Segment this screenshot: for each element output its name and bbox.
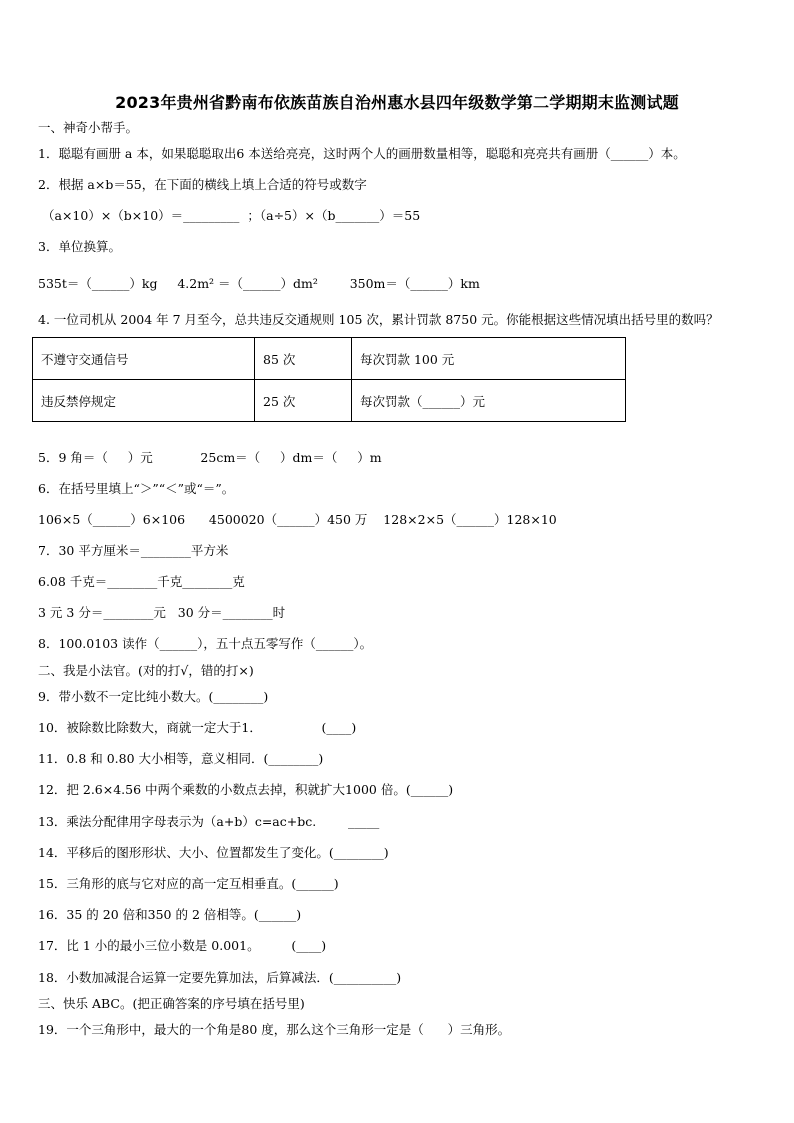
table-row — [33, 380, 626, 422]
question-2: 2．根据 a×b＝55，在下面的横线上填上合适的符号或数字 — [38, 177, 367, 192]
table-row — [33, 338, 626, 380]
violation-table — [32, 337, 626, 422]
question-7-line-2: 6.08 千克＝________千克________克 — [38, 574, 245, 589]
question-11: 11．0.8 和 0.80 大小相等，意义相同．(________) — [38, 751, 324, 766]
question-17: 17．比 1 小的最小三位小数是 0.001。 (____) — [38, 938, 327, 953]
section-1-heading: 一、神奇小帮手。 — [38, 120, 139, 135]
question-14: 14．平移后的图形形状、大小、位置都发生了变化。(________) — [38, 845, 389, 860]
question-6-blanks: 106×5（______）6×106 4500020（______）450 万 128×2×5（______）128×10 — [38, 512, 557, 527]
question-19: 19．一个三角形中，最大的一个角是80 度，那么这个三角形一定是（ ）三角形。 — [38, 1022, 511, 1037]
question-3: 3．单位换算。 — [38, 239, 121, 254]
question-3-blanks: 535t＝（______）kg 4.2m² ＝（______）dm² 350m＝（______）km — [38, 276, 480, 291]
question-2-blanks: （a×10）×（b×10）＝_________ ；（a÷5）×（b_______）＝55 — [42, 208, 421, 223]
question-9: 9．带小数不一定比纯小数大。(________) — [38, 689, 269, 704]
page-title: 2023年贵州省黔南布依族苗族自治州惠水县四年级数学第二学期期末监测试题 — [115, 93, 679, 112]
question-10: 10．被除数比除数大，商就一定大于1． (____) — [38, 720, 357, 735]
question-12: 12．把 2.6×4.56 中两个乘数的小数点去掉，积就扩大1000 倍。(______) — [38, 782, 454, 797]
table-cell: 违反禁停规定 — [33, 380, 255, 422]
question-7: 7．30 平方厘米＝________平方米 — [38, 543, 229, 558]
table-cell: 25 次 — [255, 380, 352, 422]
question-13: 13．乘法分配律用字母表示为（a+b）c=ac+bc. _____ — [38, 814, 380, 829]
question-5: 5．9 角＝（ ）元 25cm＝（ ）dm＝（ ）m — [38, 450, 382, 465]
question-18: 18．小数加减混合运算一定要先算加法，后算减法．(__________) — [38, 970, 402, 985]
section-2-heading: 二、我是小法官。(对的打√，错的打×) — [38, 663, 254, 678]
question-6: 6．在括号里填上“＞”“＜”或“＝”。 — [38, 481, 235, 496]
question-4: 4. 一位司机从 2004 年 7 月至今，总共违反交通规则 105 次，累计罚款 8750 元。你能根据这些情况填出括号里的数吗？ — [38, 312, 719, 327]
question-16: 16．35 的 20 倍和350 的 2 倍相等。(______) — [38, 907, 302, 922]
question-8: 8．100.0103 读作（______），五十点五零写作（______）。 — [38, 636, 373, 651]
section-3-heading: 三、快乐 ABC。(把正确答案的序号填在括号里) — [38, 996, 305, 1011]
table-cell: 每次罚款 100 元 — [352, 338, 626, 380]
table-cell: 不遵守交通信号 — [33, 338, 255, 380]
table-cell: 每次罚款（______）元 — [352, 380, 626, 422]
question-7-line-3: 3 元 3 分＝________元 30 分＝________时 — [38, 605, 286, 620]
question-1: 1．聪聪有画册 a 本，如果聪聪取出6 本送给亮亮，这时两个人的画册数量相等，聪聪和亮亮共有画册（______）本。 — [38, 146, 686, 161]
question-15: 15．三角形的底与它对应的高一定互相垂直。(______) — [38, 876, 339, 891]
table-cell: 85 次 — [255, 338, 352, 380]
